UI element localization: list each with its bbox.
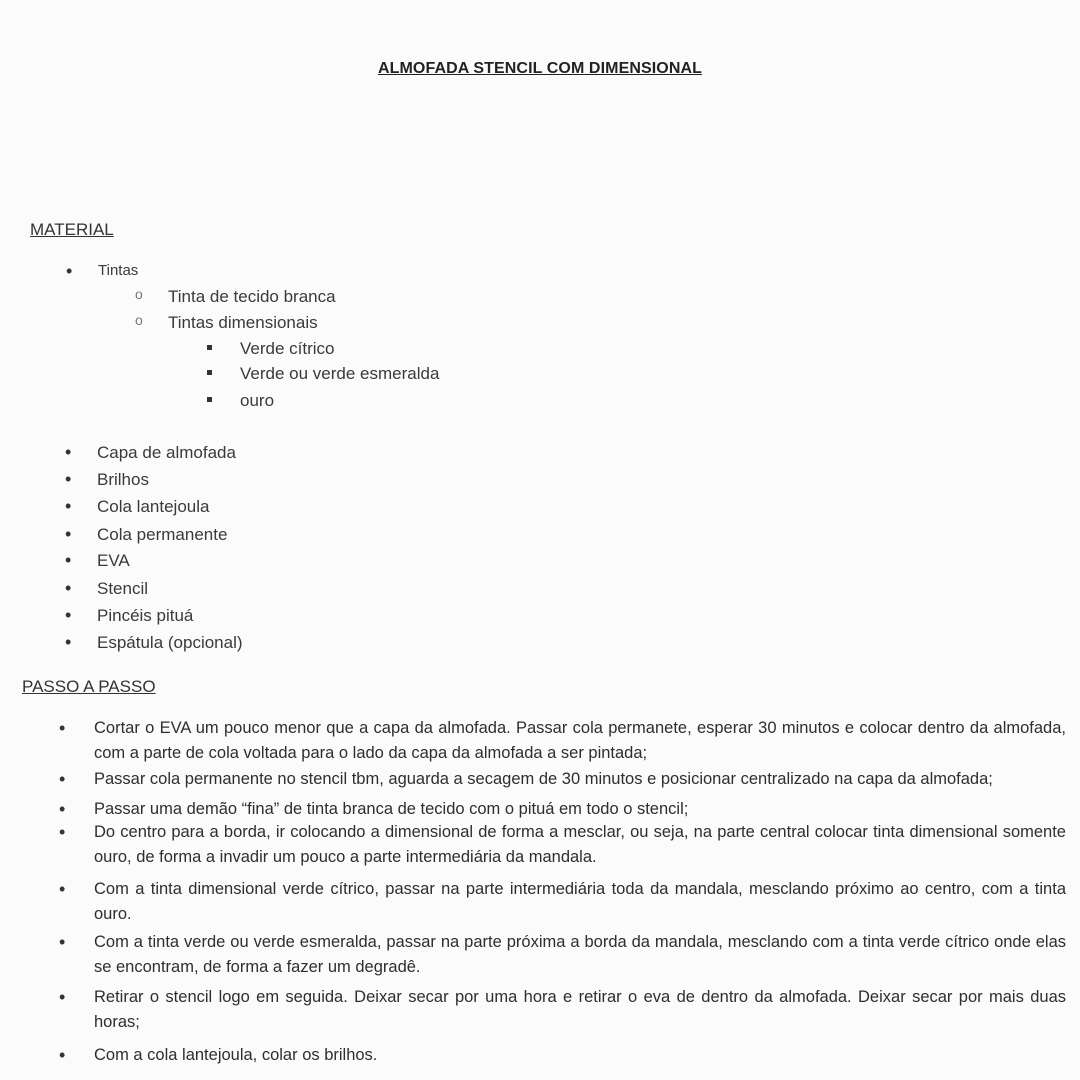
list-item-ouro: ouro: [240, 391, 275, 410]
step-item: • Retirar o stencil logo em seguida. Deixar secar por uma hora e retirar o eva de dentro da almofada. Deixar secar por mais duas horas;: [94, 985, 1066, 1035]
material-heading: MATERIAL: [30, 220, 114, 239]
list-item: • Espátula (opcional): [97, 633, 243, 653]
list-item: • Stencil: [97, 579, 148, 599]
document-title: ALMOFADA STENCIL COM DIMENSIONAL: [377, 60, 703, 77]
step-item: • Com a tinta verde ou verde esmeralda, passar na parte próxima a borda da mandala, mesclando com a tinta verde cítrico onde elas se encontram, de forma a fazer um degradê.: [94, 930, 1066, 980]
list-item: • Pincéis pituá: [97, 606, 193, 626]
list-item-verde-citrico: Verde cítrico: [240, 339, 335, 358]
step-item: • Passar uma demão “fina” de tinta branca de tecido com o pituá em todo o stencil;: [94, 797, 1066, 822]
list-item: • Capa de almofada: [97, 443, 236, 463]
step-item: • Com a tinta dimensional verde cítrico, passar na parte intermediária toda da mandala, mesclando próximo ao centro, com a tinta ouro.: [94, 877, 1066, 927]
passo-a-passo-heading: PASSO A PASSO: [22, 677, 156, 696]
list-item-tinta-tecido: o Tinta de tecido branca: [168, 287, 336, 307]
list-item-tintas-dimensionais: o Tintas dimensionais: [168, 313, 318, 333]
list-item: • Cola lantejoula: [97, 497, 209, 517]
list-item: • Brilhos: [97, 470, 149, 490]
list-item: • EVA: [97, 551, 130, 571]
step-item: • Cortar o EVA um pouco menor que a capa da almofada. Passar cola permanete, esperar 30 minutos e colocar dentro da almofada, com a parte de cola voltada para o lado da capa da almofada a ser pintada;: [94, 716, 1066, 766]
step-item: • Do centro para a borda, ir colocando a dimensional de forma a mesclar, ou seja, na parte central colocar tinta dimensional somente ouro, de forma a invadir um pouco a parte intermediária da mandala.: [94, 820, 1066, 870]
list-item-tintas: • Tintas: [98, 262, 138, 279]
step-item: • Com a cola lantejoula, colar os brilhos.: [94, 1043, 1066, 1068]
list-item: • Cola permanente: [97, 525, 227, 545]
list-item-verde-esmeralda: Verde ou verde esmeralda: [240, 364, 440, 383]
step-item: • Passar cola permanente no stencil tbm, aguarda a secagem de 30 minutos e posicionar centralizado na capa da almofada;: [94, 767, 1066, 792]
